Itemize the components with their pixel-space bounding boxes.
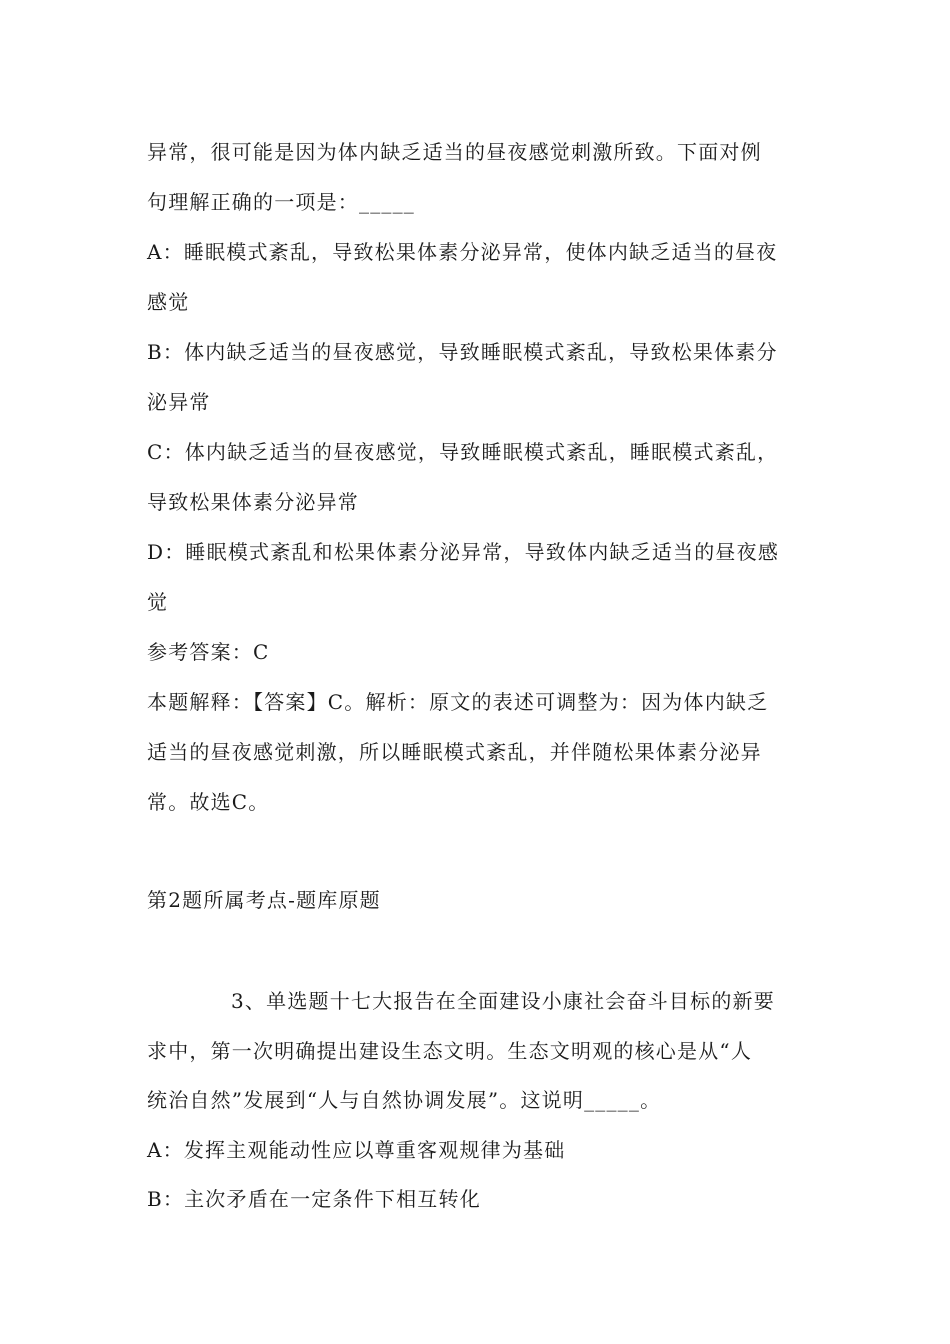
question-3-line: 3、单选题十七大报告在全面建设小康社会奋斗目标的新要 <box>231 989 775 1013</box>
topic-line: 第2题所属考点-题库原题 <box>147 888 381 912</box>
explanation-line: 常。故选C。 <box>147 790 270 814</box>
option-c-line: C：体内缺乏适当的昼夜感觉，导致睡眠模式紊乱，睡眠模式紊乱， <box>147 440 779 464</box>
option-a-line: A：睡眠模式紊乱，导致松果体素分泌异常，使体内缺乏适当的昼夜 <box>147 240 778 264</box>
question-3-line: 求中，第一次明确提出建设生态文明。生态文明观的核心是从“人 <box>147 1039 753 1063</box>
option-b-line: B：主次矛盾在一定条件下相互转化 <box>147 1187 481 1211</box>
option-d-line: D：睡眠模式紊乱和松果体素分泌异常，导致体内缺乏适当的昼夜感 <box>147 540 780 564</box>
explanation-line: 本题解释：【答案】C。解析：原文的表述可调整为：因为体内缺乏 <box>147 690 769 714</box>
option-b-line: 泌异常 <box>147 390 211 414</box>
question-text-line: 句理解正确的一项是：_____ <box>147 190 415 214</box>
option-a-line: 感觉 <box>147 290 190 314</box>
explanation-line: 适当的昼夜感觉刺激，所以睡眠模式紊乱，并伴随松果体素分泌异 <box>147 740 762 764</box>
option-c-line: 导致松果体素分泌异常 <box>147 490 359 514</box>
question-3-line: 统治自然”发展到“人与自然协调发展”。这说明_____。 <box>147 1088 662 1112</box>
question-text-line: 异常，很可能是因为体内缺乏适当的昼夜感觉刺激所致。下面对例 <box>147 140 762 164</box>
option-b-line: B：体内缺乏适当的昼夜感觉，导致睡眠模式紊乱，导致松果体素分 <box>147 340 778 364</box>
option-d-line: 觉 <box>147 590 169 614</box>
answer-line: 参考答案：C <box>147 640 270 664</box>
option-a-line: A：发挥主观能动性应以尊重客观规律为基础 <box>147 1138 566 1162</box>
